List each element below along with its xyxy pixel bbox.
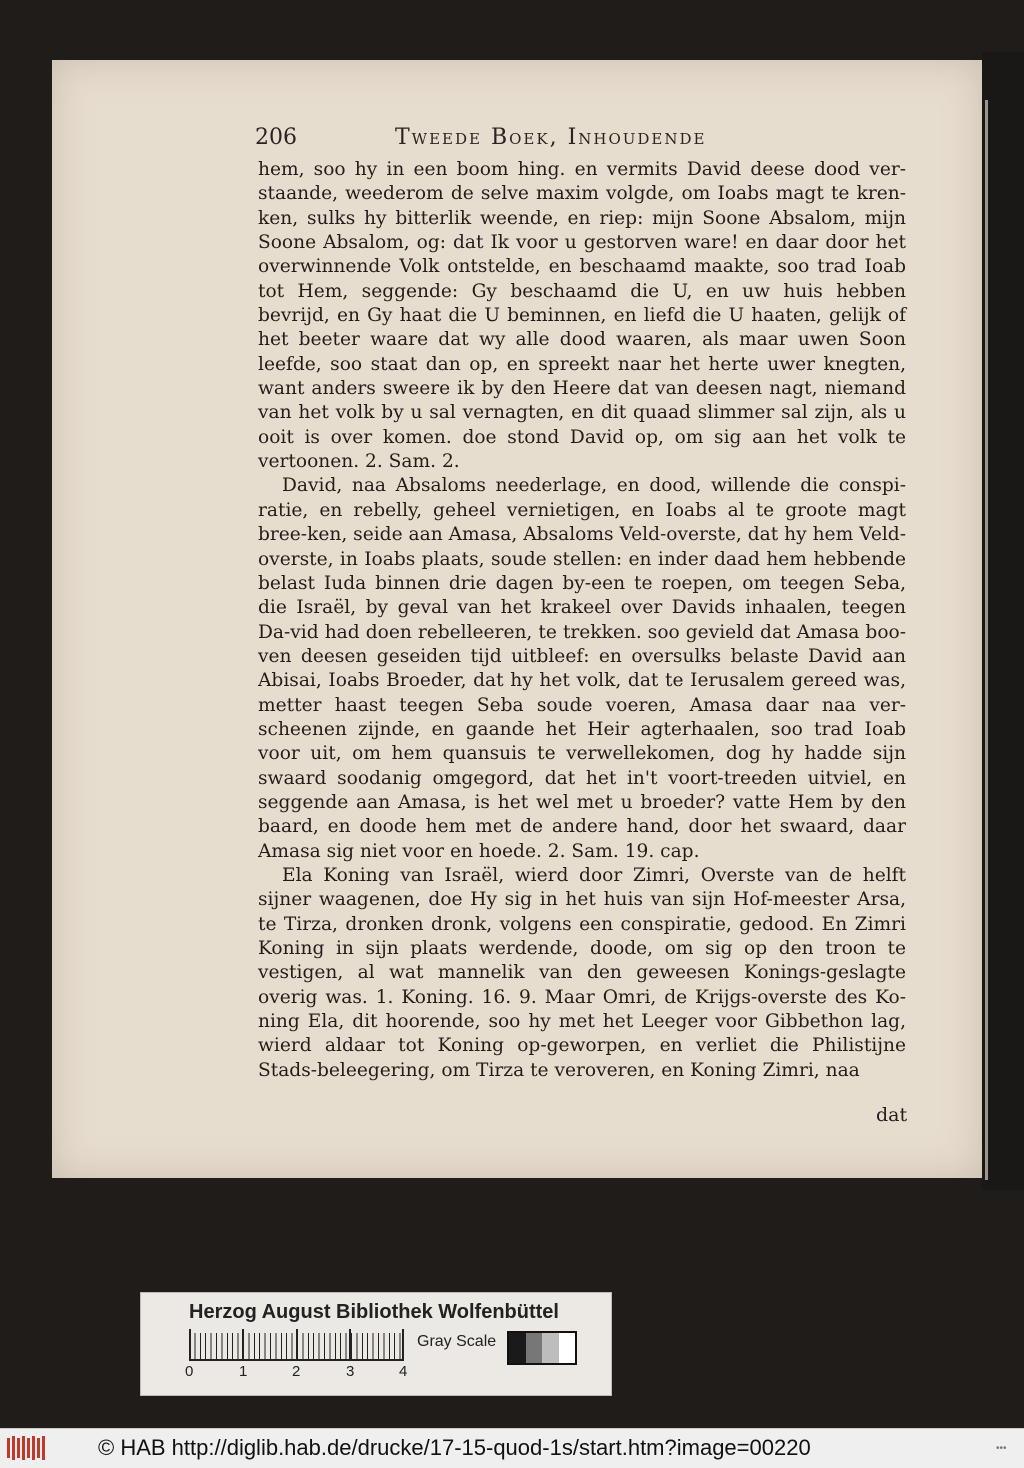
ruler-major-tick xyxy=(242,1329,244,1359)
ruler-major-tick xyxy=(402,1329,404,1359)
book-page-edge xyxy=(982,52,1024,1190)
catchword: dat xyxy=(876,1104,908,1126)
paragraph-3: Ela Koning van Israël, wierd door Zimri, Overste van de helft sijner waagenen, doe Hy sig in het huis van sijn Hof-meester Arsa, te Tirza, dronken dronk, volgens een conspiratie, gedood. En Zimri Koning in sijn plaats werdende, doode, om sig op den troon te vestigen, al wat mannelik van den geweesen Konings-geslagte overig was. 1. Koning. 16. 9. Maar Omri, de Krijgs-overste des Ko-ning Ela, dit hoorende, soo hy met het Leeger voor Gibbethon lag, wierd aldaar tot Koning op-geworpen, en verliet die Philistijne Stads-beleegering, om Tirza te veroveren, en Koning Zimri, naa xyxy=(258,864,906,1081)
page-number: 206 xyxy=(255,125,297,150)
gray-swatch-white xyxy=(559,1333,576,1363)
ruler-number: 3 xyxy=(346,1363,355,1380)
color-reference-card xyxy=(140,1292,612,1396)
page-edge-highlight xyxy=(985,100,988,1180)
ruler-numbers xyxy=(185,1363,415,1383)
scale-ruler xyxy=(189,1333,404,1361)
ruler-number: 4 xyxy=(399,1363,408,1380)
ruler-major-tick xyxy=(349,1329,351,1359)
ruler-major-tick xyxy=(189,1329,191,1359)
page-text xyxy=(258,158,906,1118)
ruler-number: 0 xyxy=(185,1363,194,1380)
running-head xyxy=(255,125,815,155)
running-title: Tweede Boek, Inhoudende xyxy=(395,125,707,150)
paragraph-1: hem, soo hy in een boom hing. en vermits David deese dood ver-staande, weederom de selve maxim volgde, om Ioabs magt te kren-ken, sulks hy bitterlik weende, en riep: mijn Soone Absalom, mijn Soone Absalom, og: dat Ik voor u gestorven ware! en daar door het overwinnende Volk ontstelde, en beschaamd maakte, soo trad Ioab tot Hem, seggende: Gy beschaamd die U, en uw huis hebben bevrijd, en Gy haat die U beminnen, en liefd die U haaten, gelijk of het beeter waare dat wy alle dood waaren, als maar uwen Soon leefde, soo staat dan op, en spreekt naar het herte uwer knegten, want anders sweere ik by den Heere dat van deesen nagt, niemand van het volk by u sal vernagten, en dit quaad slimmer sal zijn, als u ooit is over komen. doe stond David op, om sig aan het volk te vertoonen. 2. Sam. 2. xyxy=(258,159,906,473)
ruler-number: 2 xyxy=(292,1363,301,1380)
gray-scale-swatch xyxy=(507,1331,577,1365)
library-name: Herzog August Bibliothek Wolfenbüttel xyxy=(189,1301,559,1323)
gray-scale-label: Gray Scale xyxy=(417,1333,497,1350)
more-dots-icon[interactable]: ••• xyxy=(996,1443,1007,1454)
gray-swatch-black xyxy=(509,1333,526,1363)
footer-bar xyxy=(0,1428,1024,1468)
paragraph-2: David, naa Absaloms neederlage, en dood, willende die conspi-ratie, en rebelly, geheel vernietigen, en Ioabs al te groote magt bree-ken, seide aan Amasa, Absaloms Veld-overste, dat hy hem Veld-overste, in Ioabs plaats, soude stellen: en inder daad hem hebbende belast Iuda binnen drie dagen by-een te roepen, om teegen Seba, die Israël, by geval van het krakeel over Davids inhaalen, teegen Da-vid had doen rebelleeren, te trekken. soo gevield dat Amasa boo-ven deesen geseiden tijd uitbleef: en oversulks belaste David aan Abisai, Ioabs Broeder, dat hy het volk, dat te Ierusalem gereed was, metter haast teegen Seba soude voeren, Amasa daar naa ver-scheenen zijnde, en gaande het Heir agterhaalen, soo trad Ioab voor uit, om hem quansuis te verwellekomen, dog hy hadde sijn swaard soodanig omgegord, dat het in't voort-treeden uitviel, en seggende aan Amasa, is het wel met u broeder? vatte Hem by den baard, en doode hem met de andere hand, door het swaard, daar Amasa sig niet voor en hoede. 2. Sam. 19. cap. xyxy=(258,475,906,862)
hab-logo-icon xyxy=(6,1434,46,1462)
gray-swatch-dark xyxy=(526,1333,543,1363)
ruler-number: 1 xyxy=(239,1363,248,1380)
ruler-major-tick xyxy=(296,1329,298,1359)
copyright-url[interactable]: © HAB http://diglib.hab.de/drucke/17-15-quod-1s/start.htm?image=00220 xyxy=(98,1435,811,1460)
gray-swatch-light xyxy=(542,1333,559,1363)
